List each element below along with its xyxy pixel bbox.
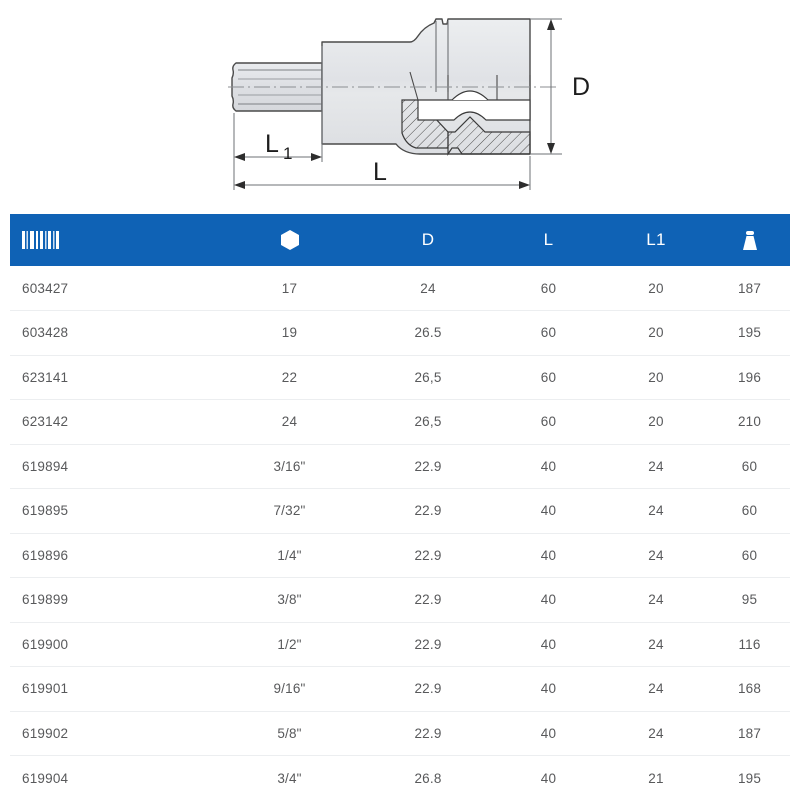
cell-hex: 3/16" [273,458,306,474]
cell-l: 40 [540,458,557,474]
table-row[interactable] [10,355,790,400]
table-row[interactable] [10,711,790,756]
cell-l1: 24 [648,636,664,652]
cell-code: 619904 [22,770,69,786]
header-cell-weight[interactable] [709,214,790,266]
dimension-label-L: L [373,158,387,186]
table-row[interactable] [10,311,790,356]
dimension-label-D: D [572,73,591,101]
table-header [10,214,790,266]
cell-weight: 187 [737,725,762,741]
cell-d: 26.5 [414,325,442,341]
cell-l: 40 [540,636,557,652]
cell-code: 623141 [22,369,69,385]
table-row[interactable] [10,444,790,489]
specifications-table [10,214,790,800]
cell-weight: 60 [741,458,758,474]
cell-code: 603428 [22,325,69,341]
cell-code: 619896 [22,547,69,563]
table-row[interactable] [10,578,790,623]
dimension-L [234,156,530,190]
header-row [10,214,790,266]
cell-d: 22.9 [414,503,442,519]
technical-drawing-panel [0,0,800,210]
cell-l: 60 [540,369,557,385]
cell-l1: 21 [648,770,664,786]
cell-l: 60 [540,325,557,341]
header-cell-D[interactable] [362,214,494,266]
cell-l: 40 [540,770,557,786]
cell-weight: 187 [737,280,762,296]
table-row[interactable] [10,489,790,534]
cell-code: 619895 [22,503,69,519]
cell-l1: 24 [648,681,664,697]
cell-l: 60 [540,280,557,296]
cell-d: 22.9 [414,636,442,652]
cell-l: 40 [540,725,557,741]
cell-weight: 195 [737,770,762,786]
cell-l1: 24 [648,592,664,608]
cell-weight: 60 [741,547,758,563]
cell-l1: 20 [648,325,664,341]
cell-hex: 1/2" [277,636,302,652]
cell-code: 619901 [22,681,69,697]
weight-icon [709,230,790,251]
cell-weight: 168 [737,681,762,697]
table-body [10,266,790,800]
cell-l: 40 [540,681,557,697]
header-label-L1: L1 [646,230,666,249]
cell-l1: 24 [648,725,664,741]
barcode-icon [22,231,217,249]
table-row[interactable] [10,622,790,667]
cell-code: 603427 [22,280,69,296]
table-row[interactable] [10,756,790,800]
cell-l1: 20 [648,369,664,385]
cell-l1: 24 [648,547,664,563]
cell-l1: 20 [648,280,664,296]
table-row[interactable] [10,533,790,578]
cell-code: 619899 [22,592,69,608]
dimension-label-L1-subscript: 1 [283,144,293,163]
header-cell-hex-size[interactable] [217,214,362,266]
cell-d: 22.9 [414,458,442,474]
cell-code: 619902 [22,725,69,741]
cell-l1: 24 [648,503,664,519]
header-cell-L[interactable] [494,214,603,266]
cell-l: 40 [540,547,557,563]
cell-hex: 17 [281,280,298,296]
cell-l: 60 [540,414,557,430]
header-cell-code[interactable] [10,214,217,266]
header-cell-L1[interactable] [603,214,709,266]
cell-code: 619900 [22,636,69,652]
cell-d: 26,5 [414,369,442,385]
cell-weight: 95 [741,592,758,608]
cell-d: 22.9 [414,681,442,697]
header-label-L: L [543,230,554,249]
cell-d: 26,5 [414,414,442,430]
cell-hex: 22 [281,369,298,385]
table-row[interactable] [10,667,790,712]
cell-weight: 195 [737,325,762,341]
cell-hex: 9/16" [273,681,306,697]
dimension-label-L1-base: L [265,130,279,158]
cell-code: 623142 [22,414,69,430]
cell-hex: 19 [281,325,298,341]
hex-bit-socket-drawing [0,0,800,210]
cell-hex: 7/32" [273,503,306,519]
header-label-D: D [421,230,435,249]
cell-l1: 20 [648,414,664,430]
cell-hex: 24 [281,414,298,430]
cell-d: 26.8 [414,770,442,786]
cell-weight: 196 [737,369,762,385]
cell-code: 619894 [22,458,69,474]
cell-hex: 3/4" [277,770,302,786]
cell-l: 40 [540,592,557,608]
hexagon-icon [217,229,362,251]
cell-hex: 1/4" [277,547,302,563]
dimension-D [530,19,590,154]
cell-d: 22.9 [414,725,442,741]
cell-weight: 210 [737,414,762,430]
cell-d: 22.9 [414,547,442,563]
cell-weight: 60 [741,503,758,519]
table-row[interactable] [10,400,790,445]
cell-l: 40 [540,503,557,519]
table-row[interactable] [10,266,790,311]
cell-d: 24 [420,280,436,296]
cell-weight: 116 [738,636,761,652]
cell-l1: 24 [648,458,664,474]
cell-hex: 5/8" [277,725,302,741]
cell-d: 22.9 [414,592,442,608]
cell-hex: 3/8" [277,592,302,608]
